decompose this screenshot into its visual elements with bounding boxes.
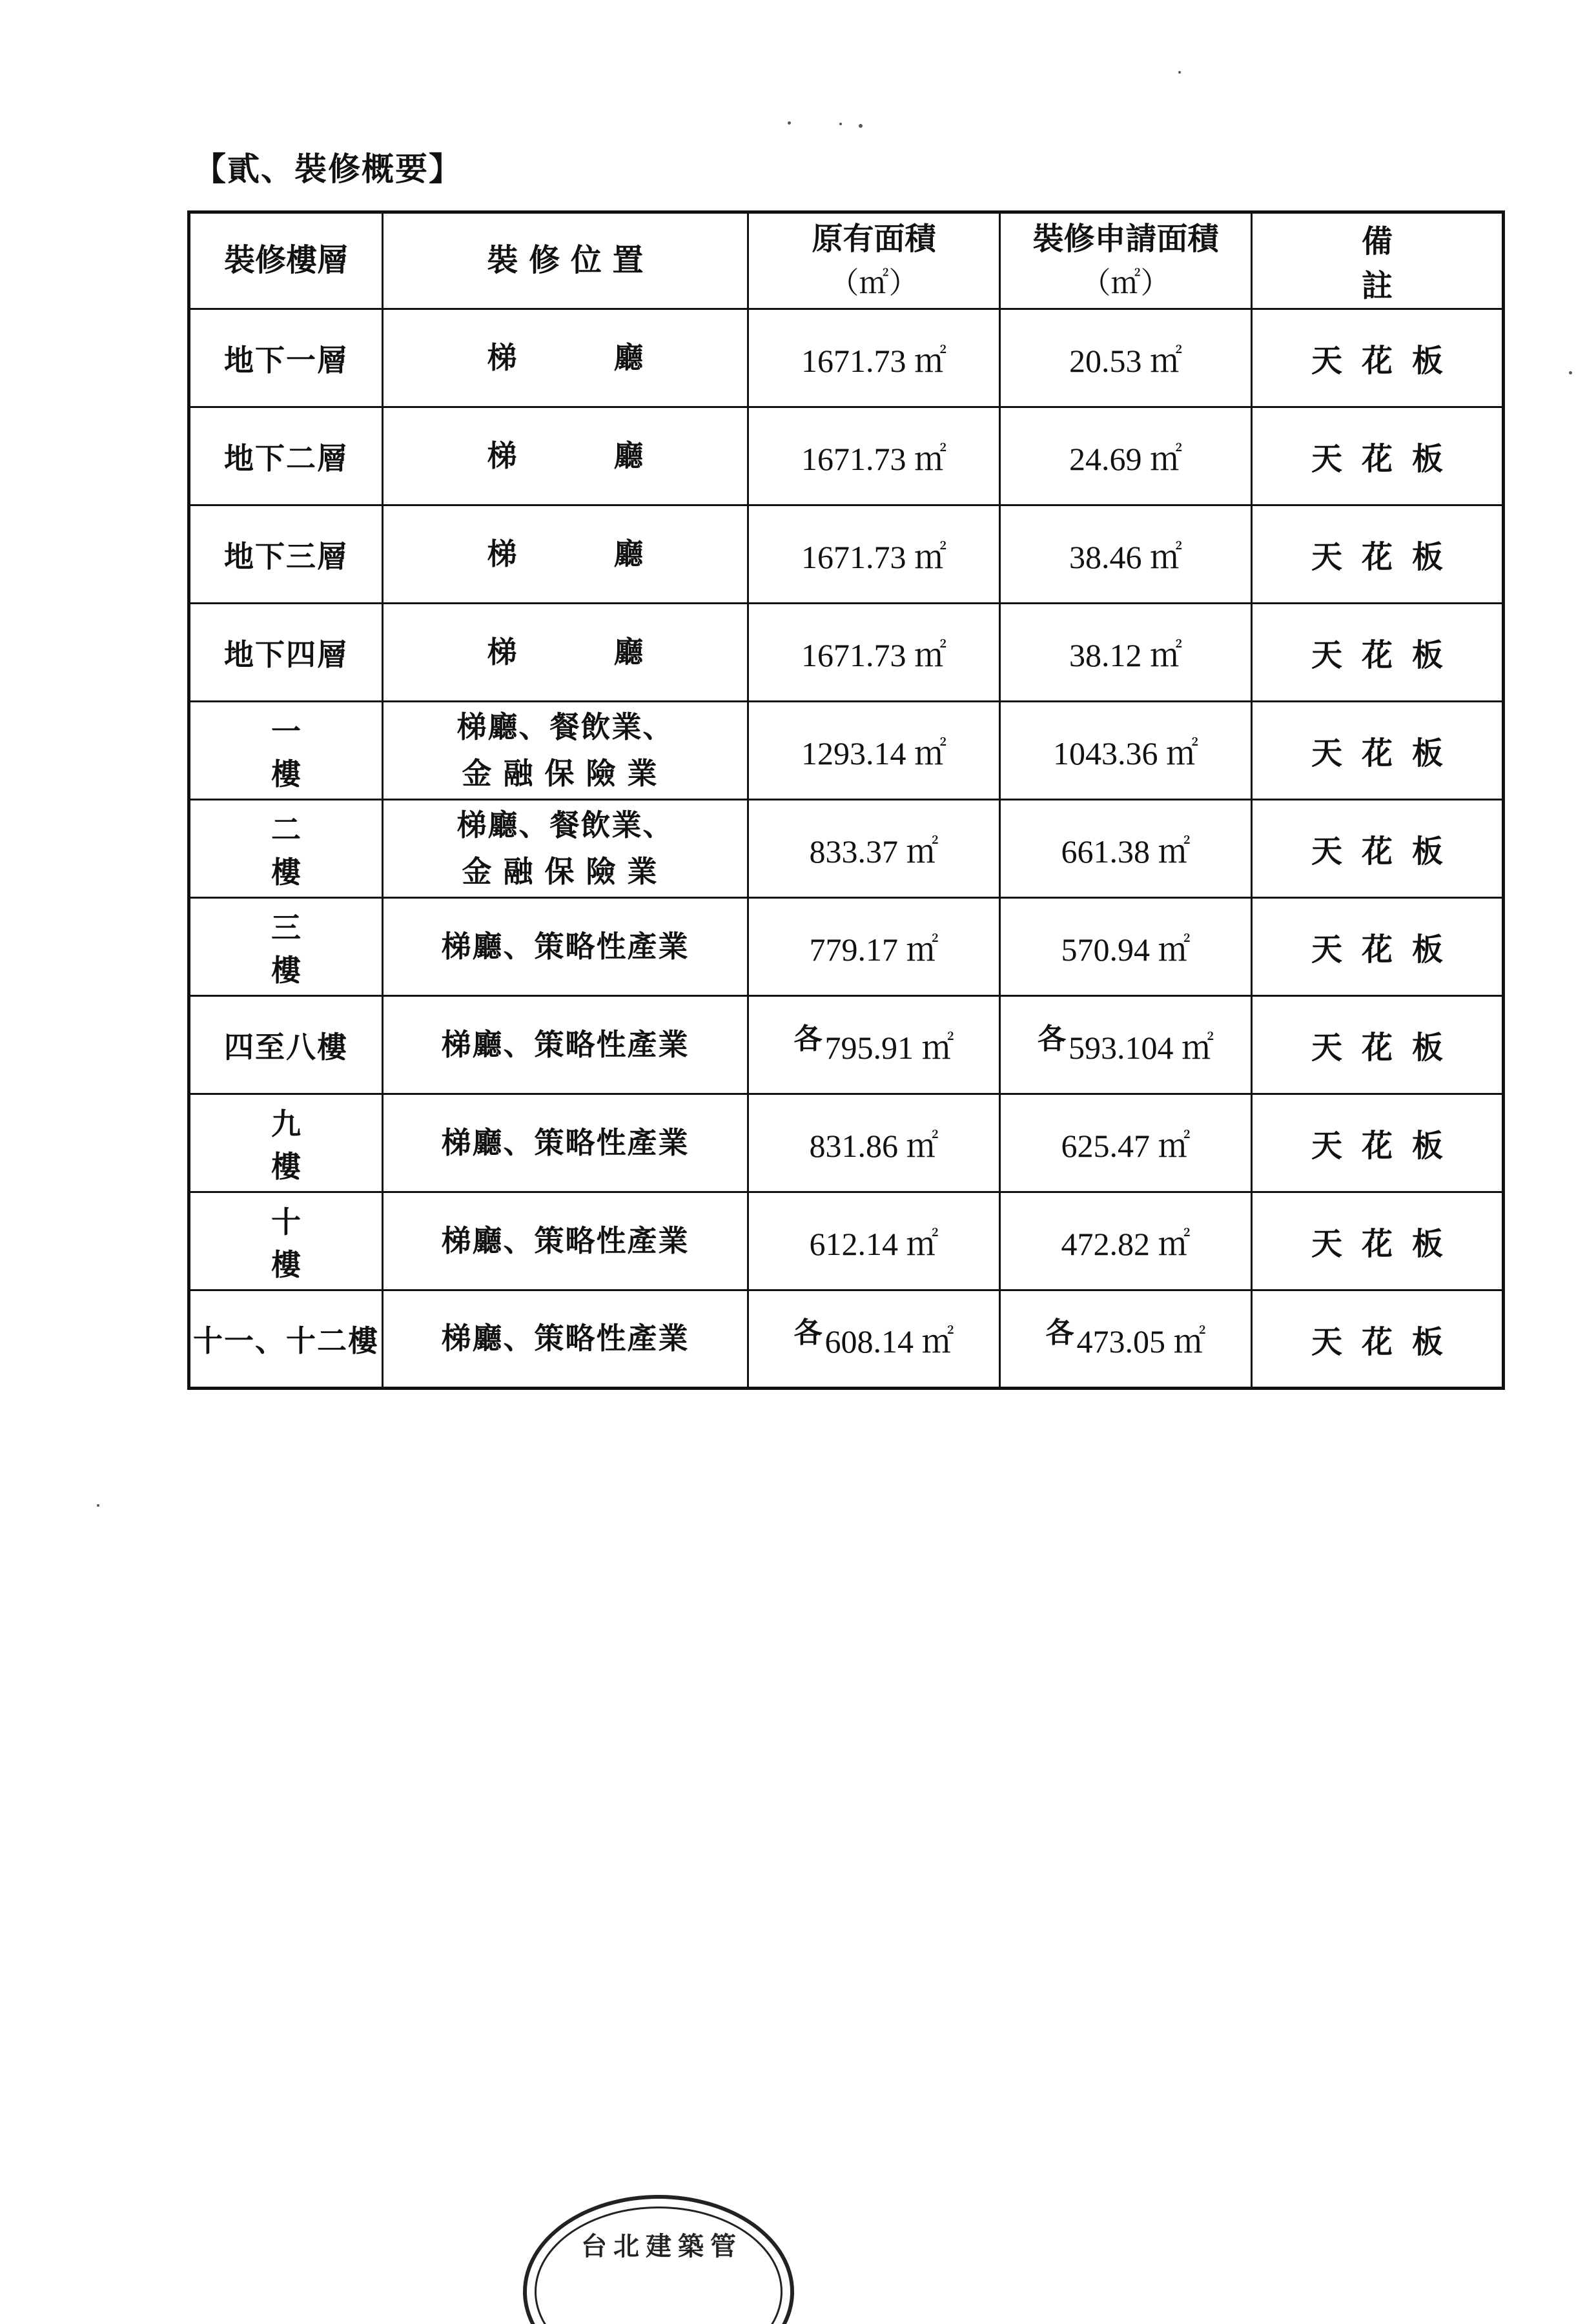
cell-floor bbox=[189, 898, 383, 996]
official-seal bbox=[523, 2195, 794, 2324]
scan-speck bbox=[788, 121, 791, 125]
position-line1: 梯廳、策略性產業 bbox=[441, 1125, 690, 1160]
cell-original-area bbox=[748, 898, 1000, 996]
header-applied-area-unit: （㎡） bbox=[1081, 265, 1171, 301]
applied-area-value: 593.104 ㎡ bbox=[1069, 1029, 1214, 1066]
applied-area-value: 38.46 ㎡ bbox=[1069, 538, 1182, 575]
cell-applied-area bbox=[1000, 1094, 1252, 1192]
original-area-value: 833.37 ㎡ bbox=[809, 833, 939, 870]
position-line1: 梯廳 bbox=[487, 536, 741, 571]
applied-area-value: 570.94 ㎡ bbox=[1061, 931, 1191, 968]
scan-speck bbox=[859, 124, 863, 128]
position-line2: 金融保險業 bbox=[462, 755, 669, 791]
table-row bbox=[189, 800, 1504, 898]
header-note bbox=[1252, 212, 1504, 309]
table-row bbox=[189, 604, 1504, 702]
cell-position bbox=[383, 1290, 748, 1389]
table-row bbox=[189, 309, 1504, 407]
cell-position bbox=[383, 407, 748, 505]
cell-applied-area bbox=[1000, 996, 1252, 1094]
cell-position bbox=[383, 996, 748, 1094]
floor-label: 二樓 bbox=[271, 811, 372, 890]
applied-area-value: 661.38 ㎡ bbox=[1061, 833, 1191, 870]
cell-note bbox=[1252, 309, 1504, 407]
cell-floor bbox=[189, 702, 383, 800]
floor-label: 地下三層 bbox=[224, 538, 348, 574]
note-value: 天花板 bbox=[1311, 441, 1462, 477]
note-value: 天花板 bbox=[1311, 1030, 1462, 1066]
seal-text: 台北建築管 bbox=[581, 2231, 742, 2261]
floor-label: 十一、十二樓 bbox=[193, 1323, 379, 1358]
cell-position bbox=[383, 505, 748, 604]
header-position-label: 裝 修 位 置 bbox=[487, 242, 644, 279]
floor-label: 地下一層 bbox=[224, 342, 348, 378]
floor-label: 九樓 bbox=[271, 1106, 372, 1184]
cell-applied-area bbox=[1000, 309, 1252, 407]
table-row bbox=[189, 702, 1504, 800]
floor-label: 地下二層 bbox=[224, 440, 348, 476]
note-value: 天花板 bbox=[1311, 1128, 1462, 1164]
applied-area-value: 20.53 ㎡ bbox=[1069, 342, 1182, 379]
header-floor bbox=[189, 212, 383, 309]
scan-speck bbox=[839, 123, 842, 125]
original-area-value: 1671.73 ㎡ bbox=[801, 342, 946, 379]
cell-original-area bbox=[748, 1094, 1000, 1192]
position-line1: 梯廳、策略性產業 bbox=[441, 1223, 690, 1258]
cell-note bbox=[1252, 1290, 1504, 1389]
cell-floor bbox=[189, 407, 383, 505]
cell-note bbox=[1252, 604, 1504, 702]
header-floor-label: 裝修樓層 bbox=[223, 242, 348, 279]
cell-applied-area bbox=[1000, 1290, 1252, 1389]
cell-applied-area bbox=[1000, 604, 1252, 702]
cell-note bbox=[1252, 996, 1504, 1094]
position-line1: 梯廳 bbox=[487, 340, 741, 375]
scan-speck bbox=[97, 1504, 99, 1507]
cell-applied-area bbox=[1000, 1192, 1252, 1290]
cell-position bbox=[383, 309, 748, 407]
applied-area-value: 625.47 ㎡ bbox=[1061, 1127, 1191, 1164]
note-value: 天花板 bbox=[1311, 343, 1462, 379]
cell-position bbox=[383, 898, 748, 996]
cell-original-area bbox=[748, 996, 1000, 1094]
cell-original-area bbox=[748, 1192, 1000, 1290]
position-line2: 金融保險業 bbox=[462, 853, 669, 889]
header-position bbox=[383, 212, 748, 309]
floor-label: 一樓 bbox=[271, 713, 372, 791]
each-marker: 各 bbox=[1038, 1022, 1066, 1055]
original-area-value: 1293.14 ㎡ bbox=[801, 735, 946, 771]
applied-area-value: 38.12 ㎡ bbox=[1069, 637, 1182, 673]
original-area-value: 779.17 ㎡ bbox=[809, 931, 939, 968]
header-applied-area bbox=[1000, 212, 1252, 309]
cell-position bbox=[383, 702, 748, 800]
cell-position bbox=[383, 604, 748, 702]
original-area-value: 1671.73 ㎡ bbox=[801, 440, 946, 477]
applied-area-value: 472.82 ㎡ bbox=[1061, 1225, 1191, 1262]
original-area-value: 831.86 ㎡ bbox=[809, 1127, 939, 1164]
cell-original-area bbox=[748, 1290, 1000, 1389]
each-marker: 各 bbox=[1045, 1316, 1074, 1349]
floor-label: 十樓 bbox=[271, 1204, 372, 1282]
renovation-summary-table-wrapper bbox=[187, 210, 1502, 1390]
cell-note bbox=[1252, 407, 1504, 505]
header-note-label: 備註 bbox=[1361, 223, 1489, 304]
cell-applied-area bbox=[1000, 898, 1252, 996]
position-line1: 梯廳、餐飲業、 bbox=[456, 709, 674, 745]
note-value: 天花板 bbox=[1311, 1226, 1462, 1262]
floor-label: 四至八樓 bbox=[224, 1029, 348, 1065]
cell-original-area bbox=[748, 407, 1000, 505]
cell-position bbox=[383, 800, 748, 898]
floor-label: 地下四層 bbox=[224, 637, 348, 672]
cell-original-area bbox=[748, 604, 1000, 702]
cell-original-area bbox=[748, 702, 1000, 800]
table-row bbox=[189, 898, 1504, 996]
cell-position bbox=[383, 1192, 748, 1290]
original-area-value: 795.91 ㎡ bbox=[824, 1029, 954, 1066]
cell-original-area bbox=[748, 309, 1000, 407]
header-original-area bbox=[748, 212, 1000, 309]
cell-note bbox=[1252, 702, 1504, 800]
scan-speck bbox=[1569, 371, 1572, 374]
note-value: 天花板 bbox=[1311, 1323, 1462, 1360]
original-area-value: 1671.73 ㎡ bbox=[801, 637, 946, 673]
position-line1: 梯廳、餐飲業、 bbox=[456, 808, 674, 843]
applied-area-value: 1043.36 ㎡ bbox=[1053, 735, 1198, 771]
note-value: 天花板 bbox=[1311, 735, 1462, 771]
note-value: 天花板 bbox=[1311, 833, 1462, 870]
applied-area-value: 473.05 ㎡ bbox=[1076, 1323, 1206, 1360]
cell-original-area bbox=[748, 800, 1000, 898]
original-area-value: 612.14 ㎡ bbox=[809, 1225, 939, 1262]
table-row bbox=[189, 996, 1504, 1094]
cell-floor bbox=[189, 604, 383, 702]
cell-position bbox=[383, 1094, 748, 1192]
position-line1: 梯廳、策略性產業 bbox=[441, 928, 690, 964]
cell-applied-area bbox=[1000, 702, 1252, 800]
cell-floor bbox=[189, 309, 383, 407]
cell-applied-area bbox=[1000, 800, 1252, 898]
table-row bbox=[189, 1290, 1504, 1389]
table-header-row bbox=[189, 212, 1504, 309]
each-marker: 各 bbox=[793, 1316, 823, 1349]
cell-floor bbox=[189, 996, 383, 1094]
original-area-value: 608.14 ㎡ bbox=[824, 1323, 954, 1360]
note-value: 天花板 bbox=[1311, 637, 1462, 673]
renovation-summary-table bbox=[187, 210, 1505, 1390]
table-row bbox=[189, 505, 1504, 604]
floor-label: 三樓 bbox=[271, 910, 372, 988]
table-row bbox=[189, 407, 1504, 505]
note-value: 天花板 bbox=[1311, 932, 1462, 968]
table-row bbox=[189, 1094, 1504, 1192]
cell-floor bbox=[189, 505, 383, 604]
header-original-area-label: 原有面積 bbox=[812, 220, 936, 257]
cell-note bbox=[1252, 898, 1504, 996]
table-body bbox=[189, 309, 1504, 1389]
cell-floor bbox=[189, 800, 383, 898]
cell-floor bbox=[189, 1192, 383, 1290]
cell-floor bbox=[189, 1094, 383, 1192]
header-original-area-unit: （㎡） bbox=[829, 265, 919, 301]
position-line1: 梯廳、策略性產業 bbox=[441, 1321, 690, 1356]
note-value: 天花板 bbox=[1311, 539, 1462, 575]
cell-note bbox=[1252, 1094, 1504, 1192]
cell-note bbox=[1252, 800, 1504, 898]
position-line1: 梯廳 bbox=[487, 438, 741, 473]
position-line1: 梯廳、策略性產業 bbox=[441, 1026, 690, 1062]
cell-original-area bbox=[748, 505, 1000, 604]
original-area-value: 1671.73 ㎡ bbox=[801, 538, 946, 575]
applied-area-value: 24.69 ㎡ bbox=[1069, 440, 1182, 477]
section-title: 【貳、裝修概要】 bbox=[194, 150, 462, 188]
header-applied-area-label: 裝修申請面積 bbox=[1032, 220, 1219, 257]
scan-speck bbox=[1178, 71, 1181, 74]
cell-note bbox=[1252, 505, 1504, 604]
each-marker: 各 bbox=[793, 1022, 823, 1055]
cell-applied-area bbox=[1000, 505, 1252, 604]
position-line1: 梯廳 bbox=[487, 634, 741, 669]
cell-applied-area bbox=[1000, 407, 1252, 505]
cell-floor bbox=[189, 1290, 383, 1389]
table-row bbox=[189, 1192, 1504, 1290]
cell-note bbox=[1252, 1192, 1504, 1290]
